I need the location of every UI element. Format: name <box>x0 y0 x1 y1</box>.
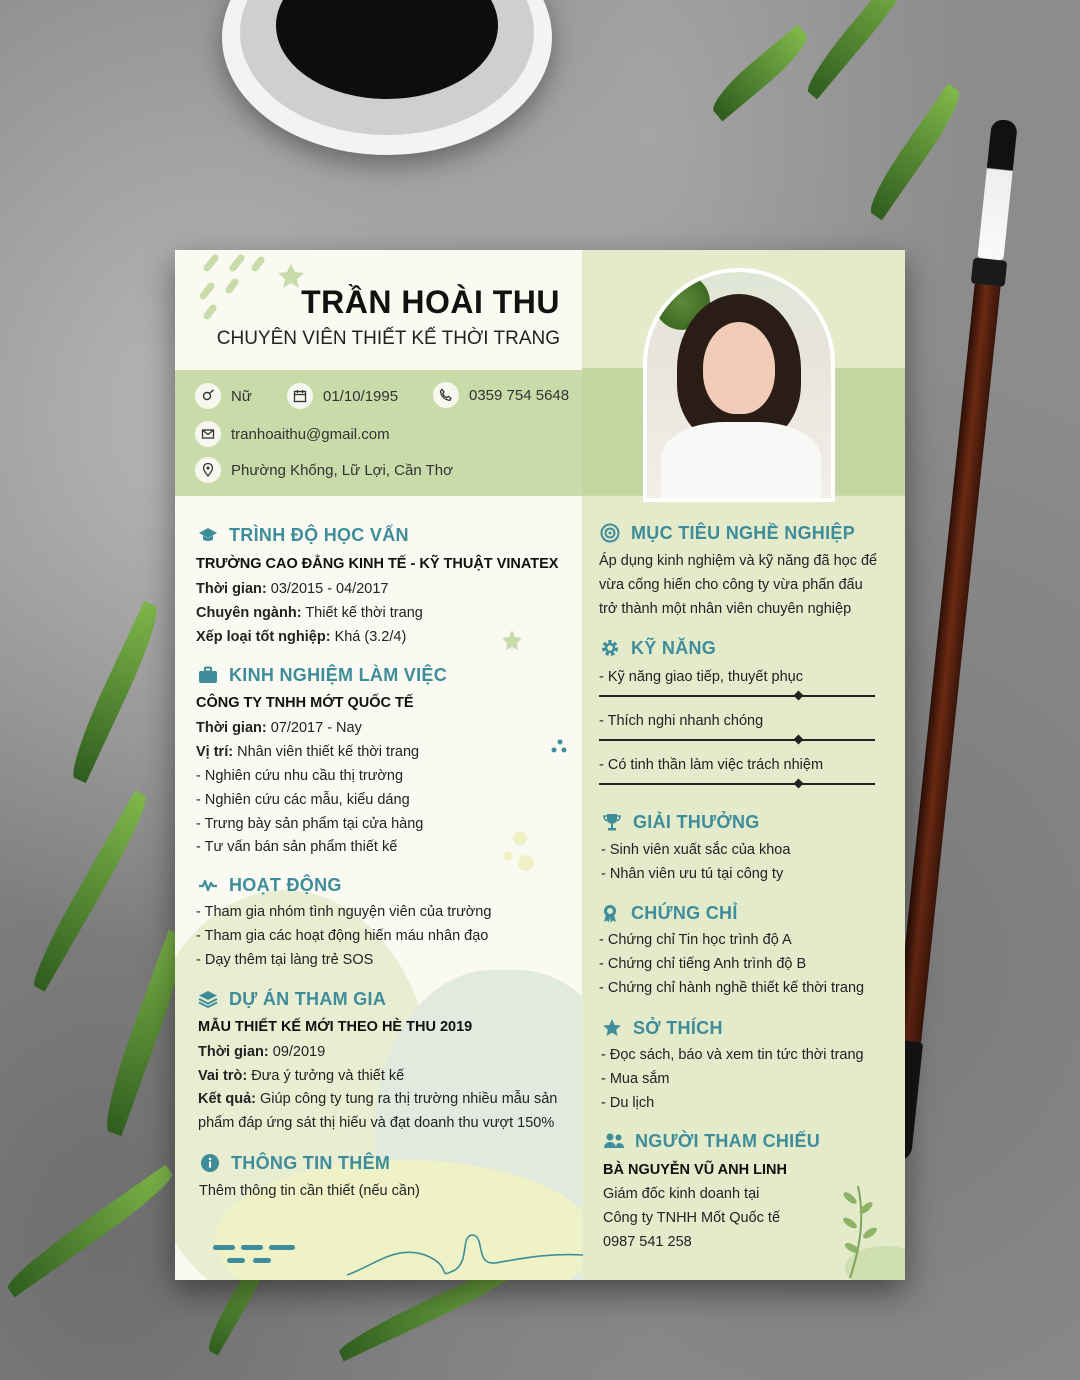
graduation-cap-icon <box>197 524 219 546</box>
leaf-decoration <box>800 0 920 99</box>
skill-label: - Thích nghi nhanh chóng <box>599 713 764 729</box>
leaf-decoration <box>2 1165 178 1298</box>
section-more-info <box>199 1152 390 1174</box>
resume-page <box>175 250 905 1280</box>
star-deco-icon <box>500 628 524 652</box>
certificates-title: CHỨNG CHỈ <box>631 902 738 923</box>
experience-task: - Trưng bày sản phẩm tại cửa hàng <box>196 816 424 832</box>
section-projects <box>197 988 386 1010</box>
experience-task: - Nghiên cứu nhu cầu thị trường <box>196 768 404 784</box>
leaf-decoration <box>25 790 154 992</box>
certificate-item: - Chứng chỉ Tin học trình độ A <box>599 932 792 948</box>
experience-title: KINH NGHIỆM LÀM VIỆC <box>229 664 448 685</box>
education-major: Chuyên ngành: Thiết kế thời trang <box>196 605 423 621</box>
leaf-decoration <box>706 24 815 121</box>
section-skills <box>599 637 716 659</box>
people-icon <box>603 1130 625 1152</box>
awards-title: GIẢI THƯỞNG <box>633 811 760 832</box>
objective-line: trở thành một nhân viên chuyên nghiệp <box>599 601 852 617</box>
contact-address <box>195 457 453 483</box>
mail-icon <box>195 421 221 447</box>
target-icon <box>599 522 621 544</box>
dots-deco-icon <box>550 738 570 758</box>
medal-icon <box>599 902 621 924</box>
experience-task: - Nghiên cứu các mẫu, kiểu dáng <box>196 792 410 808</box>
hobbies-title: SỞ THÍCH <box>633 1017 723 1038</box>
section-awards <box>601 811 760 833</box>
reference-line: Công ty TNHH Mốt Quốc tế <box>603 1210 781 1226</box>
education-title: TRÌNH ĐỘ HỌC VẤN <box>229 524 409 545</box>
experience-position: Vị trí: Nhân viên thiết kế thời trang <box>196 744 420 760</box>
section-experience <box>197 664 447 686</box>
activities-title: HOẠT ĐỘNG <box>229 874 342 895</box>
pulse-icon <box>197 874 219 896</box>
birthdate-text: 01/10/1995 <box>323 387 399 405</box>
contact-birthdate <box>287 383 398 409</box>
objective-line: Áp dụng kinh nghiệm và kỹ năng đã học để <box>599 553 878 569</box>
hobby-item: - Đọc sách, báo và xem tin tức thời trang <box>601 1047 864 1063</box>
skill-bar <box>599 739 875 741</box>
contact-email <box>195 421 390 447</box>
references-title: NGƯỜI THAM CHIẾU <box>635 1130 821 1151</box>
address-text: Phường Khống, Lữ Lợi, Cần Thơ <box>231 461 453 479</box>
award-item: - Nhân viên ưu tú tại công ty <box>601 866 784 882</box>
star-icon <box>601 1017 623 1039</box>
briefcase-icon <box>197 664 219 686</box>
circles-deco-icon <box>500 830 540 876</box>
info-icon <box>199 1152 221 1174</box>
section-hobbies <box>601 1017 723 1039</box>
branch-deco-icon <box>830 1178 905 1280</box>
section-objective <box>599 522 855 544</box>
activity-item: - Dạy thêm tại làng trẻ SOS <box>196 952 374 968</box>
coffee-cup <box>222 0 552 155</box>
activity-item: - Tham gia các hoạt động hiến máu nhân đạo <box>196 928 489 944</box>
job-title: CHUYÊN VIÊN THIẾT KẾ THỜI TRANG <box>216 328 560 349</box>
dash-deco <box>241 1245 263 1250</box>
reference-line: Giám đốc kinh doanh tại <box>603 1186 760 1202</box>
objective-line: vừa cống hiến cho công ty vừa phấn đấu <box>599 577 863 593</box>
skill-bar <box>599 695 875 697</box>
project-result-cont: phẩm đáp ứng sát thị hiếu và đạt doanh thu vượt 150% <box>198 1115 555 1131</box>
gear-icon <box>599 637 621 659</box>
reference-name: BÀ NGUYỄN VŨ ANH LINH <box>603 1162 787 1178</box>
contact-gender <box>195 383 252 409</box>
section-references <box>603 1130 820 1152</box>
skill-bar <box>599 783 875 785</box>
dash-deco <box>227 1258 245 1263</box>
objective-title: MỤC TIÊU NGHỀ NGHIỆP <box>631 522 856 543</box>
section-certificates <box>599 902 738 924</box>
dash-deco <box>253 1258 271 1263</box>
education-grade: Xếp loại tốt nghiệp: Khá (3.2/4) <box>196 629 407 645</box>
reference-phone: 0987 541 258 <box>603 1234 692 1250</box>
trophy-icon <box>601 811 623 833</box>
certificate-item: - Chứng chỉ tiếng Anh trình độ B <box>599 956 807 972</box>
education-school: TRƯỜNG CAO ĐẲNG KINH TẾ - KỸ THUẬT VINATEX <box>196 556 559 572</box>
experience-time: Thời gian: 07/2017 - Nay <box>196 720 362 736</box>
squiggle-deco-icon <box>345 1225 585 1280</box>
more-info-text: Thêm thông tin cần thiết (nếu cần) <box>199 1183 420 1199</box>
skill-label: - Có tinh thần làm việc trách nhiệm <box>599 757 824 773</box>
gender-text: Nữ <box>231 387 252 405</box>
phone-icon <box>433 382 459 408</box>
activity-item: - Tham gia nhóm tình nguyện viên của trường <box>196 904 492 920</box>
project-time: Thời gian: 09/2019 <box>198 1044 326 1060</box>
gender-icon <box>195 383 221 409</box>
email-text: tranhoaithu@gmail.com <box>231 425 390 443</box>
dash-deco <box>269 1245 295 1250</box>
hobby-item: - Mua sắm <box>601 1071 670 1087</box>
hobby-item: - Du lịch <box>601 1095 655 1111</box>
location-icon <box>195 457 221 483</box>
section-activities <box>197 874 342 896</box>
project-name: MẪU THIẾT KẾ MỚI THEO HÈ THU 2019 <box>198 1019 473 1035</box>
certificate-item: - Chứng chỉ hành nghề thiết kế thời trang <box>599 980 865 996</box>
more-info-title: THÔNG TIN THÊM <box>231 1152 391 1173</box>
calendar-icon <box>287 383 313 409</box>
candidate-name: TRẦN HOÀI THU <box>301 284 560 320</box>
leaf-decoration <box>64 601 166 783</box>
education-time: Thời gian: 03/2015 - 04/2017 <box>196 581 389 597</box>
project-result: Kết quả: Giúp công ty tung ra thị trường nhiều mẫu sản <box>198 1091 558 1107</box>
projects-title: DỰ ÁN THAM GIA <box>229 988 387 1009</box>
phone-text: 0359 754 5648 <box>469 386 570 404</box>
skills-title: KỸ NĂNG <box>631 637 717 658</box>
contact-phone <box>433 382 569 408</box>
project-role: Vai trò: Đưa ý tưởng và thiết kế <box>198 1068 405 1084</box>
award-item: - Sinh viên xuất sắc của khoa <box>601 842 791 858</box>
dash-deco <box>213 1245 235 1250</box>
layers-icon <box>197 988 219 1010</box>
experience-company: CÔNG TY TNHH MỚT QUỐC TẾ <box>196 695 414 711</box>
skill-label: - Kỹ năng giao tiếp, thuyết phục <box>599 669 803 685</box>
experience-task: - Tư vấn bán sản phẩm thiết kế <box>196 839 398 855</box>
leaf-decoration <box>862 84 968 221</box>
section-education <box>197 524 409 546</box>
profile-photo <box>643 268 835 502</box>
